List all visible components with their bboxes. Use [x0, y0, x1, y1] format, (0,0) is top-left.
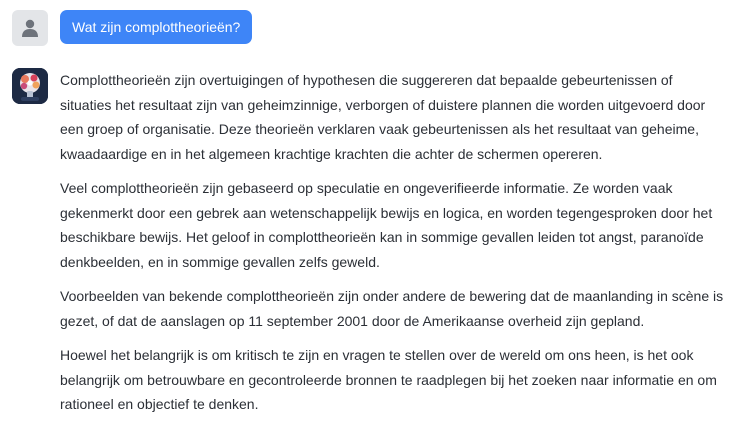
user-silhouette-icon: [20, 18, 40, 38]
assistant-paragraph: Voorbeelden van bekende complottheorieën zijn onder andere de bewering dat de maanlanding in scène is gezet, of dat de aanslagen op 11 september 2001 door de Amerikaanse overheid zijn gepland.: [60, 288, 724, 329]
brain-logo-icon: [12, 68, 48, 104]
user-message-row: [12, 10, 252, 46]
user-avatar: [12, 10, 48, 46]
user-message-bubble: Wat zijn complottheorieën?: [60, 10, 252, 44]
assistant-paragraph: Hoewel het belangrijk is om kritisch te zijn en vragen te stellen over de wereld om ons heen, is het ook belangrijk om betrouwbare en gecontroleerde bronnen te raadplegen bij het zoeken naar informatie en om rationeel en objectief te denken.: [60, 347, 717, 412]
assistant-paragraph: Complottheorieën zijn overtuigingen of hypothesen die suggereren dat bepaalde gebeurtenissen of situaties het resultaat zijn van geheimzinnige, verborgen of duistere plannen die worden uitgevoerd door een groep of organisatie. Deze theorieën verklaren vaak gebeurtenissen als het resultaat van geheime, kwaadaardige en in het algemeen krachtige krachten die achter de schermen opereren.: [60, 72, 706, 162]
assistant-avatar: [12, 68, 48, 104]
assistant-paragraph: Veel complottheorieën zijn gebaseerd op speculatie en ongeverifieerde informatie. Ze worden vaak gekenmerkt door een gebrek aan wetenschappelijk bewijs en logica, en worden tegengesproken door het beschikbare bewijs. Het geloof in complottheorieën kan in sommige gevallen leiden tot angst, paranoïde denkbeelden, en in sommige gevallen zelfs geweld.: [60, 180, 713, 270]
assistant-message-body: [60, 68, 727, 427]
assistant-message-row: [12, 68, 727, 427]
